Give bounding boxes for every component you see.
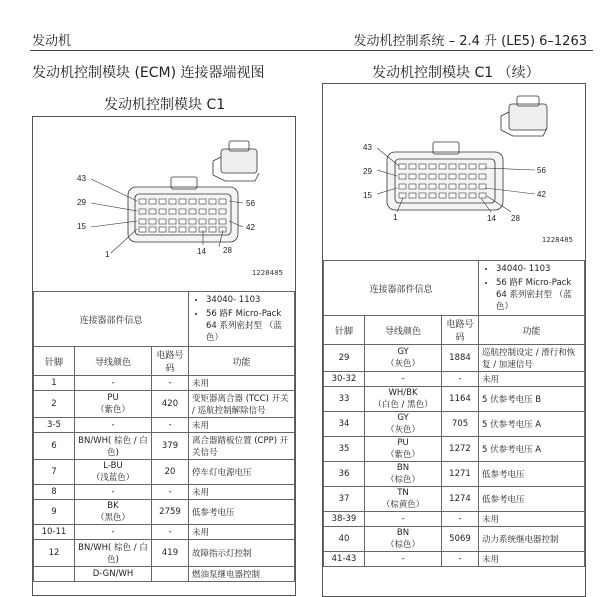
col-header-circuit: 电路号码 [442,316,479,345]
pin-cell: 10-11 [34,525,75,540]
function-cell: 未用 [189,376,295,391]
wire-color-cell: BN/WH( 棕色 / 白色) [75,433,152,460]
pin-cell: 37 [324,487,365,512]
table-row [324,387,585,412]
col-header-function: 功能 [479,316,585,345]
wire-color-cell: - [75,525,152,540]
col-header-pin: 针脚 [324,316,365,345]
table-row [324,487,585,512]
table-row [324,345,585,372]
pin-label: 15 [77,222,86,231]
table-row [324,552,585,567]
left-connector-panel [32,116,296,596]
table-row [34,433,295,460]
col-header-wire: 导线颜色 [75,347,152,376]
table-row [324,412,585,437]
col-header-function: 功能 [189,347,295,376]
connector-part-number: • 34040- 1103 [496,264,581,274]
wire-color-cell: TN （棕黄色） [365,487,442,512]
function-cell: 停车灯电源电压 [189,460,295,485]
connector-diagram-right [323,84,585,260]
circuit-cell: - [152,525,189,540]
pin-cell [34,567,75,582]
pin-cell: 7 [34,460,75,485]
circuit-cell: - [442,512,479,527]
connector-drawing [323,84,585,260]
circuit-cell: 2759 [152,500,189,525]
pin-cell: 34 [324,412,365,437]
pin-label: 28 [223,246,232,255]
pin-label: 29 [363,167,372,176]
function-cell: 动力系统继电器控制 [479,527,585,552]
pin-cell: 30-32 [324,372,365,387]
pin-cell: 40 [324,527,365,552]
left-table-body [34,376,295,582]
page-header [0,0,601,52]
circuit-cell: - [152,485,189,500]
pin-label: 42 [246,223,255,232]
pin-label: 1 [393,213,398,222]
pin-label: 14 [487,214,496,223]
function-cell: 未用 [479,512,585,527]
function-cell: 燃油泵继电器控制 [189,567,295,582]
function-cell: 未用 [479,372,585,387]
pin-label: 28 [511,214,520,223]
right-connector-panel [322,83,586,597]
wire-color-cell: - [365,552,442,567]
connector-info [479,261,585,316]
circuit-cell: - [152,376,189,391]
connector-drawing [33,117,295,291]
table-row [324,437,585,462]
circuit-cell: 1271 [442,462,479,487]
pin-label: 56 [246,199,255,208]
wire-color-cell: - [75,485,152,500]
circuit-cell: 379 [152,433,189,460]
table-row [324,512,585,527]
function-cell: 故障指示灯控制 [189,540,295,567]
connector-description: • 56 路F Micro-Pack 64 系列密封型 （蓝色） [496,276,581,312]
function-cell: 5 伏参考电压 A [479,412,585,437]
circuit-cell: 5069 [442,527,479,552]
circuit-cell: - [152,418,189,433]
function-cell: 巡航控制设定 / 滑行和恢复 / 加速信号 [479,345,585,372]
circuit-cell: - [442,552,479,567]
pin-label: 29 [77,198,86,207]
wire-color-cell: - [75,376,152,391]
pin-label: 14 [197,247,206,256]
circuit-cell: 1884 [442,345,479,372]
circuit-cell: 1274 [442,487,479,512]
circuit-cell: 20 [152,460,189,485]
table-row [34,376,295,391]
pin-cell: 9 [34,500,75,525]
pin-cell: 2 [34,391,75,418]
wire-color-cell: PU （紫色） [75,391,152,418]
function-cell: 变矩器离合器 (TCC) 开关 / 巡航控制解除信号 [189,391,295,418]
figure-reference: 1228485 [251,269,283,277]
wire-color-cell: - [75,418,152,433]
pin-cell: 6 [34,433,75,460]
connector-info-label: 连接器部件信息 [34,292,189,347]
function-cell: 低参考电压 [479,487,585,512]
circuit-cell: 705 [442,412,479,437]
function-cell: 未用 [189,525,295,540]
wire-color-cell: BN （棕色） [365,527,442,552]
left-subtitle: 发动机控制模块 C1 [104,97,226,113]
wire-color-cell: BN （棕色） [365,462,442,487]
pin-label: 43 [363,143,372,152]
function-cell: 未用 [189,418,295,433]
right-table-body [324,345,585,567]
header-divider [30,50,593,51]
circuit-cell: 420 [152,391,189,418]
table-row [324,372,585,387]
pin-label: 43 [77,174,86,183]
pin-cell: 41-43 [324,552,365,567]
figure-reference: 1228485 [541,236,573,244]
circuit-cell: 1164 [442,387,479,412]
connector-description: • 56 路F Micro-Pack 64 系列密封型 （蓝色） [206,307,291,343]
wire-color-cell: WH/BK （白色 / 黑色） [365,387,442,412]
wire-color-cell: PU （紫色） [365,437,442,462]
function-cell: 离合器踏板位置 (CPP) 开关信号 [189,433,295,460]
table-row [34,540,295,567]
circuit-cell: 419 [152,540,189,567]
wire-color-cell: D-GN/WH [75,567,152,582]
wire-color-cell: - [365,512,442,527]
wire-color-cell: BN/WH( 棕色 / 白色) [75,540,152,567]
circuit-cell [152,567,189,582]
wire-color-cell: BK （黑色） [75,500,152,525]
col-header-wire: 导线颜色 [365,316,442,345]
table-row [34,418,295,433]
function-cell: 低参考电压 [189,500,295,525]
pin-cell: 35 [324,437,365,462]
pin-label: 15 [363,191,372,200]
function-cell: 未用 [479,552,585,567]
pin-cell: 3-5 [34,418,75,433]
table-row [324,462,585,487]
pin-cell: 12 [34,540,75,567]
table-row [34,391,295,418]
left-pin-table [33,291,295,582]
right-pin-table [323,260,585,567]
wire-color-cell: GY （灰色） [365,412,442,437]
header-right: 发动机控制系统 – 2.4 升 (LE5) 6–1263 [353,34,587,49]
header-left: 发动机 [32,34,72,49]
right-title: 发动机控制模块 C1 （续） [372,65,540,81]
connector-info [189,292,295,347]
wire-color-cell: L-BU （浅蓝色） [75,460,152,485]
pin-cell: 1 [34,376,75,391]
col-header-circuit: 电路号码 [152,347,189,376]
function-cell: 未用 [189,485,295,500]
left-title: 发动机控制模块 (ECM) 连接器端视图 [32,65,265,81]
circuit-cell: 1272 [442,437,479,462]
pin-label: 56 [537,166,546,175]
connector-part-number: • 34040- 1103 [206,295,291,305]
col-header-pin: 针脚 [34,347,75,376]
function-cell: 5 伏参考电压 A [479,437,585,462]
connector-diagram-left [33,117,295,291]
pin-cell: 38-39 [324,512,365,527]
table-row [34,525,295,540]
table-row [34,567,295,582]
table-row [34,500,295,525]
wire-color-cell: - [365,372,442,387]
table-row [34,485,295,500]
table-row [34,460,295,485]
function-cell: 低参考电压 [479,462,585,487]
pin-label: 42 [537,190,546,199]
circuit-cell: - [442,372,479,387]
pin-cell: 36 [324,462,365,487]
pin-label: 1 [105,250,110,259]
table-row [324,527,585,552]
pin-cell: 29 [324,345,365,372]
wire-color-cell: GY （灰色） [365,345,442,372]
pin-cell: 8 [34,485,75,500]
function-cell: 5 伏参考电压 B [479,387,585,412]
connector-info-label: 连接器部件信息 [324,261,479,316]
pin-cell: 33 [324,387,365,412]
